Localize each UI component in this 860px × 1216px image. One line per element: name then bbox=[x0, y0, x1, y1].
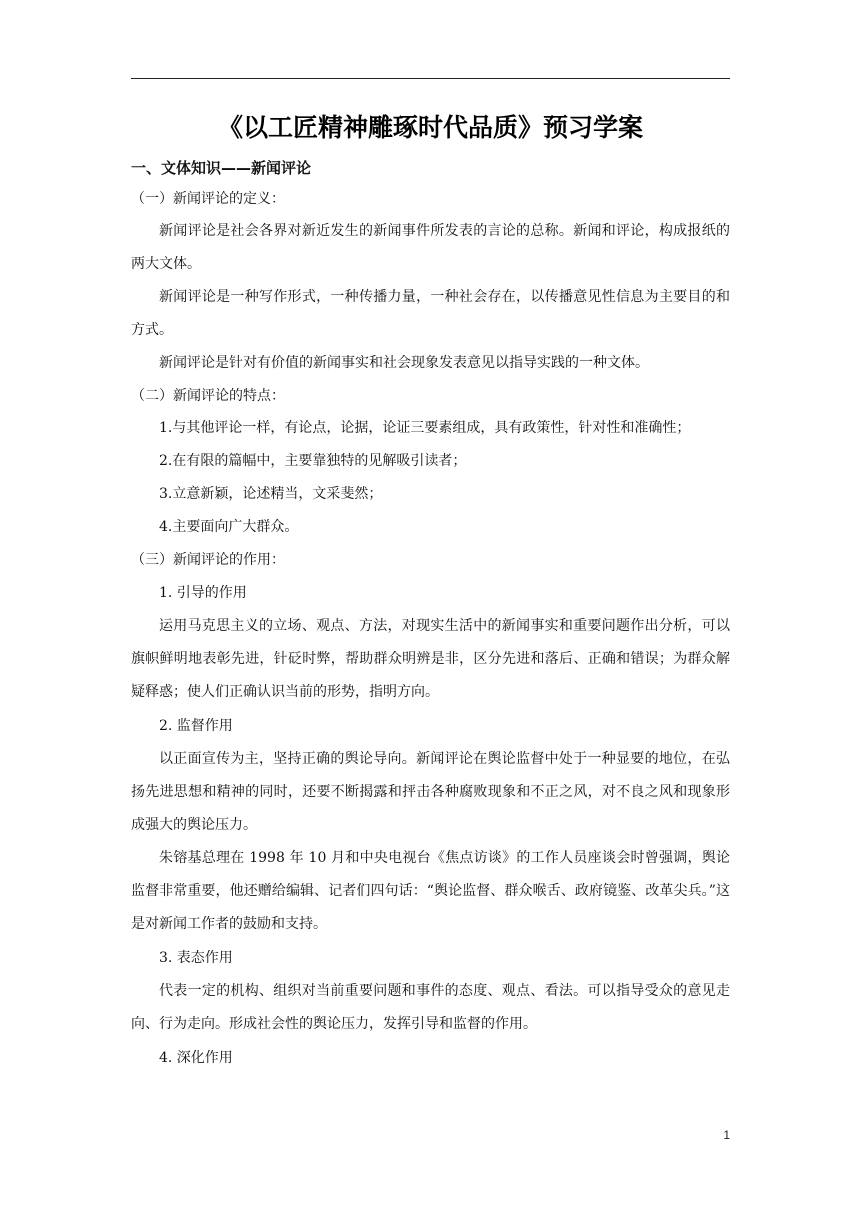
section-heading: 一、文体知识——新闻评论 bbox=[131, 159, 312, 177]
function-paragraph: 运用马克思主义的立场、观点、方法，对现实生活中的新闻事实和重要问题作出分析，可以旗帜鲜明地表彰先进，针砭时弊，帮助群众明辨是非，区分先进和落后、正确和错误；为群众解疑释惑；使人们正确认识当前的形势，指明方向。 bbox=[131, 618, 730, 700]
functions-heading: （三）新闻评论的作用： bbox=[131, 552, 285, 568]
header-rule bbox=[131, 78, 730, 79]
function-title: 4. 深化作用 bbox=[159, 1050, 233, 1066]
document-body bbox=[131, 153, 730, 1075]
function-title: 1. 引导的作用 bbox=[159, 585, 247, 601]
definition-paragraph: 新闻评论是一种写作形式，一种传播力量，一种社会存在，以传播意见性信息为主要目的和方式。 bbox=[131, 289, 730, 338]
definition-heading: （一）新闻评论的定义： bbox=[131, 191, 285, 207]
document-title: 《以工匠精神雕琢时代品质》预习学案 bbox=[217, 113, 643, 142]
function-paragraph: 以正面宣传为主，坚持正确的舆论导向。新闻评论在舆论监督中处于一种显要的地位，在弘扬先进思想和精神的同时，还要不断揭露和抨击各种腐败现象和不正之风，对不良之风和现象形成强大的舆论压力。 bbox=[131, 751, 730, 833]
function-title: 3. 表态作用 bbox=[159, 950, 233, 966]
function-paragraph: 朱镕基总理在 1998 年 10 月和中央电视台《焦点访谈》的工作人员座谈会时曾强调，舆论监督非常重要，他还赠给编辑、记者们四句话：“舆论监督、群众喉舌、政府镜鉴、改革尖兵。”这是对新闻工作者的鼓励和支持。 bbox=[131, 850, 730, 932]
features-heading: （二）新闻评论的特点： bbox=[131, 388, 285, 404]
function-paragraph: 代表一定的机构、组织对当前重要问题和事件的态度、观点、看法。可以指导受众的意见走向、行为走向。形成社会性的舆论压力，发挥引导和监督的作用。 bbox=[131, 983, 730, 1032]
definition-paragraph: 新闻评论是社会各界对新近发生的新闻事件所发表的言论的总称。新闻和评论，构成报纸的两大文体。 bbox=[131, 223, 730, 272]
feature-item: 1.与其他评论一样，有论点，论据，论证三要素组成，具有政策性，针对性和准确性； bbox=[159, 420, 691, 436]
feature-item: 3.立意新颖，论述精当，文采斐然； bbox=[159, 486, 383, 502]
feature-item: 2.在有限的篇幅中，主要靠独特的见解吸引读者； bbox=[159, 453, 467, 469]
feature-item: 4.主要面向广大群众。 bbox=[159, 519, 299, 535]
page-number: 1 bbox=[723, 1128, 730, 1142]
definition-paragraph: 新闻评论是针对有价值的新闻事实和社会现象发表意见以指导实践的一种文体。 bbox=[159, 355, 649, 371]
function-title: 2. 监督作用 bbox=[159, 718, 233, 734]
